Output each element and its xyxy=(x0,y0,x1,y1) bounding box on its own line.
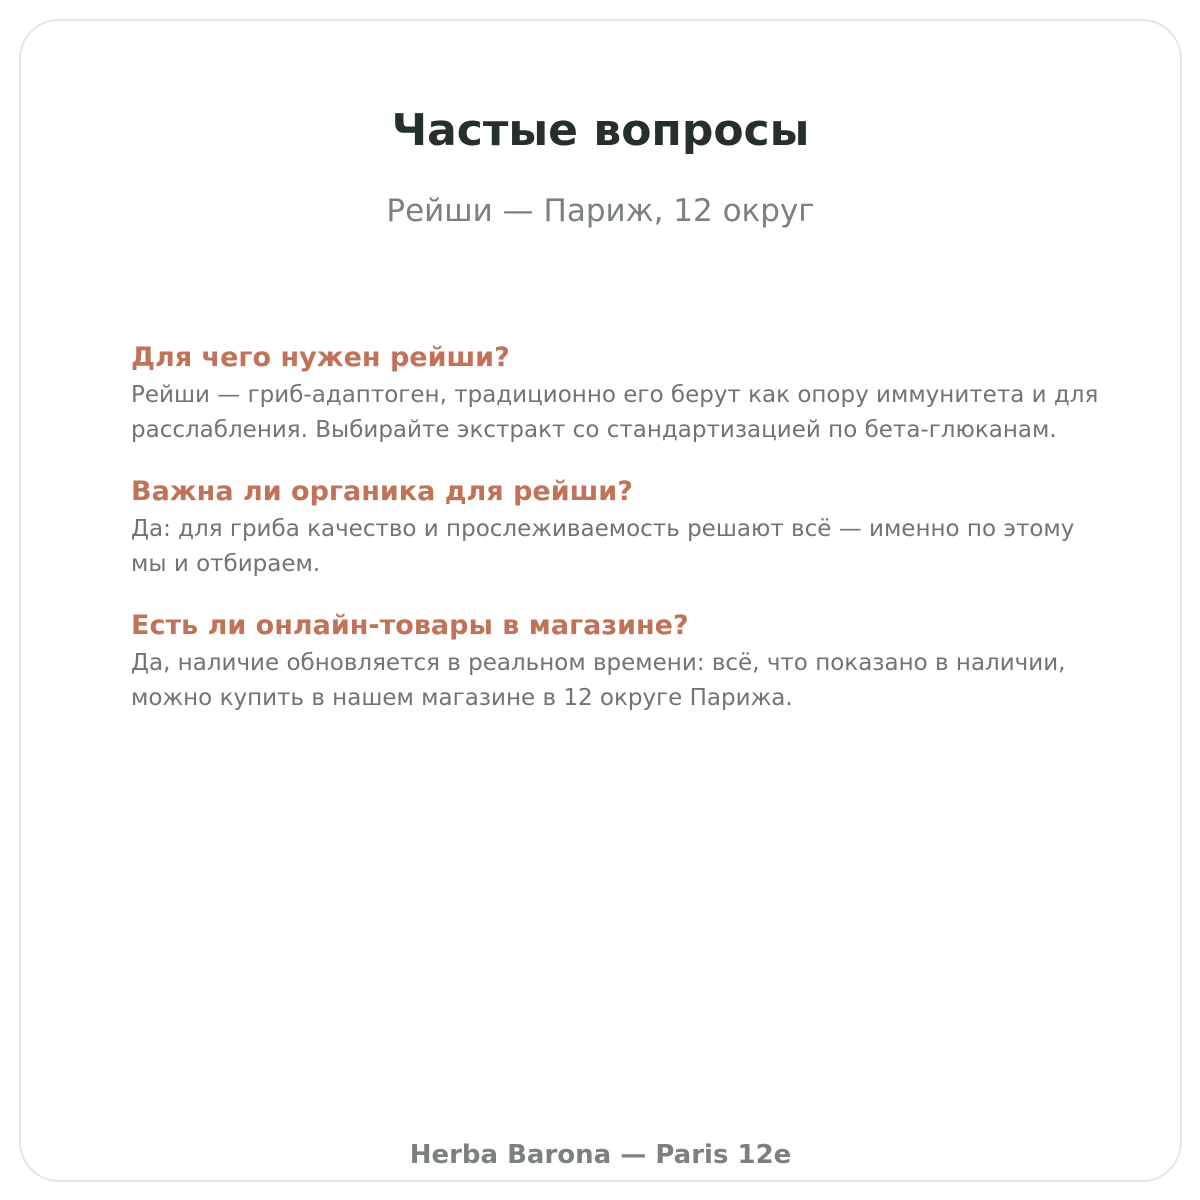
faq-list xyxy=(131,338,1111,740)
page-subtitle: Рейши — Париж, 12 округ xyxy=(386,193,815,229)
faq-answer: Рейши — гриб-адаптоген, традиционно его берут как опору иммунитета и для расслабления. Выбирайте экстракт со стандартизацией по бета-глюканам. xyxy=(131,382,1099,443)
faq-item xyxy=(131,338,1111,448)
faq-question: Есть ли онлайн-товары в магазине? xyxy=(131,610,689,641)
footer-brand: Herba Barona — Paris 12e xyxy=(409,1140,792,1170)
faq-question: Важна ли органика для рейши? xyxy=(131,476,633,507)
page-title: Частые вопросы xyxy=(391,105,810,156)
faq-item xyxy=(131,606,1111,716)
faq-answer: Да: для гриба качество и прослеживаемость решают всё — именно по этому мы и отбираем. xyxy=(131,516,1075,577)
faq-item xyxy=(131,472,1111,582)
faq-answer: Да, наличие обновляется в реальном времени: всё, что показано в наличии, можно купить в нашем магазине в 12 округе Парижа. xyxy=(131,650,1066,711)
faq-card xyxy=(19,19,1182,1182)
faq-question: Для чего нужен рейши? xyxy=(131,342,510,373)
